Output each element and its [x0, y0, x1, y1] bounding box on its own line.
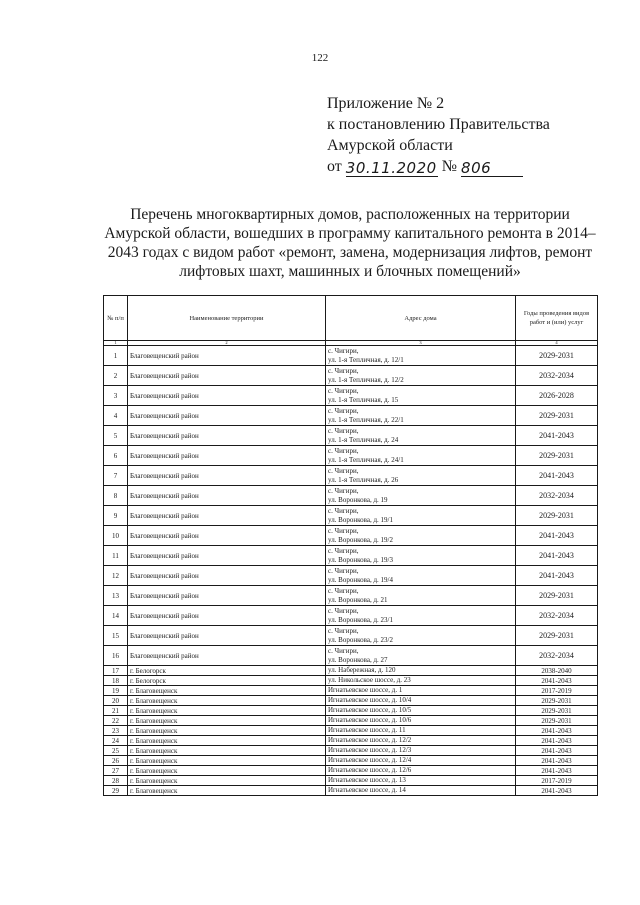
address-line-2: ул. 1-я Тепличная, д. 15	[328, 395, 399, 404]
row-territory: Благовещенский район	[128, 426, 326, 446]
table-row	[104, 716, 598, 726]
address-line-1: Игнатьевское шоссе, д. 12/4	[328, 756, 412, 764]
row-address	[326, 646, 516, 666]
row-period: 2041-2043	[516, 746, 598, 756]
row-territory: Благовещенский район	[128, 346, 326, 366]
appendix-region: Амурской области	[327, 137, 453, 154]
row-period: 2017-2019	[516, 686, 598, 696]
address-line-2: ул. 1-я Тепличная, д. 22/1	[328, 415, 404, 424]
number-prefix: №	[441, 158, 458, 175]
row-number: 1	[104, 346, 128, 366]
row-period: 2029-2031	[516, 586, 598, 606]
row-number: 6	[104, 446, 128, 466]
row-number: 26	[104, 756, 128, 766]
address-line-2: ул. 1-я Тепличная, д. 12/2	[328, 375, 404, 384]
row-number: 25	[104, 746, 128, 756]
address-line-2: ул. Воронкова, д. 19/2	[328, 535, 393, 544]
row-period: 2029-2031	[516, 696, 598, 706]
row-period: 2029-2031	[516, 406, 598, 426]
row-address	[326, 606, 516, 626]
address-line-1: с. Чигири,	[328, 606, 359, 615]
row-period: 2029-2031	[516, 346, 598, 366]
row-number: 13	[104, 586, 128, 606]
row-address	[326, 546, 516, 566]
address-line-2: ул. Воронкова, д. 27	[328, 655, 388, 664]
row-address	[326, 406, 516, 426]
table-row	[104, 696, 598, 706]
date-field	[346, 158, 438, 177]
row-period: 2041-2043	[516, 466, 598, 486]
row-territory: Благовещенский район	[128, 646, 326, 666]
row-period: 2029-2031	[516, 716, 598, 726]
table-row	[104, 686, 598, 696]
table-row	[104, 486, 598, 506]
address-line-2: ул. Воронкова, д. 19/3	[328, 555, 393, 564]
row-number: 12	[104, 566, 128, 586]
header-territory: Наименование территории	[128, 296, 326, 341]
row-address	[326, 586, 516, 606]
row-address	[326, 756, 516, 766]
table-row	[104, 426, 598, 446]
row-period: 2041-2043	[516, 526, 598, 546]
row-period: 2041-2043	[516, 766, 598, 776]
row-territory: г. Благовещенск	[128, 726, 326, 736]
address-line-1: Игнатьевское шоссе, д. 11	[328, 726, 406, 734]
address-line-1: с. Чигири,	[328, 466, 359, 475]
column-index: 1	[104, 341, 128, 346]
table-header-row	[104, 296, 598, 341]
column-index: 3	[326, 341, 516, 346]
row-address	[326, 706, 516, 716]
row-number: 29	[104, 786, 128, 796]
appendix-decree: к постановлению Правительства	[327, 116, 550, 133]
row-period: 2041-2043	[516, 726, 598, 736]
table-row	[104, 386, 598, 406]
row-address	[326, 446, 516, 466]
row-territory: Благовещенский район	[128, 446, 326, 466]
header-address: Адрес дома	[326, 296, 516, 341]
row-territory: Благовещенский район	[128, 566, 326, 586]
row-period: 2026-2028	[516, 386, 598, 406]
row-number: 7	[104, 466, 128, 486]
address-line-1: с. Чигири,	[328, 386, 359, 395]
row-number: 17	[104, 666, 128, 676]
row-period: 2029-2031	[516, 626, 598, 646]
appendix-date-line	[327, 156, 550, 177]
table-row	[104, 736, 598, 746]
address-line-1: с. Чигири,	[328, 406, 359, 415]
address-line-1: Игнатьевское шоссе, д. 12/2	[328, 736, 412, 744]
row-period: 2032-2034	[516, 486, 598, 506]
row-period: 2029-2031	[516, 506, 598, 526]
row-territory: Благовещенский район	[128, 466, 326, 486]
row-address	[326, 366, 516, 386]
row-address	[326, 526, 516, 546]
row-period: 2041-2043	[516, 676, 598, 686]
address-line-2: ул. Воронкова, д. 21	[328, 595, 388, 604]
row-territory: Благовещенский район	[128, 366, 326, 386]
table-row	[104, 406, 598, 426]
address-line-2: ул. 1-я Тепличная, д. 26	[328, 475, 399, 484]
row-number: 8	[104, 486, 128, 506]
row-address	[326, 626, 516, 646]
date-prefix: от	[327, 158, 342, 175]
row-territory: г. Благовещенск	[128, 736, 326, 746]
row-territory: Благовещенский район	[128, 586, 326, 606]
row-period: 2041-2043	[516, 546, 598, 566]
row-period: 2032-2034	[516, 366, 598, 386]
column-index: 2	[128, 341, 326, 346]
row-address	[326, 776, 516, 786]
address-line-2: ул. Воронкова, д. 19	[328, 495, 388, 504]
row-number: 9	[104, 506, 128, 526]
address-line-1: с. Чигири,	[328, 646, 359, 655]
row-territory: Благовещенский район	[128, 406, 326, 426]
table-row	[104, 766, 598, 776]
row-address	[326, 716, 516, 726]
row-number: 28	[104, 776, 128, 786]
row-address	[326, 506, 516, 526]
row-period: 2032-2034	[516, 646, 598, 666]
table-row	[104, 666, 598, 676]
row-territory: Благовещенский район	[128, 506, 326, 526]
row-period: 2017-2019	[516, 776, 598, 786]
address-line-1: с. Чигири,	[328, 546, 359, 555]
table-row	[104, 566, 598, 586]
address-line-1: с. Чигири,	[328, 526, 359, 535]
row-address	[326, 786, 516, 796]
row-address	[326, 766, 516, 776]
address-line-1: ул. Никольское шоссе, д. 23	[328, 676, 411, 684]
row-address	[326, 466, 516, 486]
row-number: 2	[104, 366, 128, 386]
row-number: 11	[104, 546, 128, 566]
row-address	[326, 386, 516, 406]
column-index: 4	[516, 341, 598, 346]
row-period: 2032-2034	[516, 606, 598, 626]
row-number: 22	[104, 716, 128, 726]
row-period: 2041-2043	[516, 426, 598, 446]
address-line-1: Игнатьевское шоссе, д. 1	[328, 686, 403, 694]
address-line-2: ул. 1-я Тепличная, д. 12/1	[328, 355, 404, 364]
row-territory: Благовещенский район	[128, 386, 326, 406]
row-territory: г. Благовещенск	[128, 686, 326, 696]
row-territory: Благовещенский район	[128, 546, 326, 566]
row-number: 19	[104, 686, 128, 696]
row-address	[326, 696, 516, 706]
row-territory: г. Белогорск	[128, 676, 326, 686]
row-territory: г. Благовещенск	[128, 786, 326, 796]
row-territory: Благовещенский район	[128, 626, 326, 646]
row-number: 23	[104, 726, 128, 736]
row-address	[326, 346, 516, 366]
date-value: 30.11.2020	[345, 159, 437, 177]
row-number: 3	[104, 386, 128, 406]
row-number: 27	[104, 766, 128, 776]
address-line-1: с. Чигири,	[328, 486, 359, 495]
houses-table	[103, 295, 598, 796]
table-row	[104, 506, 598, 526]
row-number: 4	[104, 406, 128, 426]
table-row	[104, 586, 598, 606]
row-territory: г. Благовещенск	[128, 746, 326, 756]
table-row	[104, 756, 598, 766]
address-line-1: Игнатьевское шоссе, д. 10/5	[328, 706, 412, 714]
row-period: 2029-2031	[516, 706, 598, 716]
table-row	[104, 786, 598, 796]
table-row	[104, 546, 598, 566]
table-row	[104, 466, 598, 486]
address-line-1: Игнатьевское шоссе, д. 12/6	[328, 766, 412, 774]
row-address	[326, 676, 516, 686]
table-row	[104, 526, 598, 546]
row-period: 2041-2043	[516, 756, 598, 766]
row-address	[326, 746, 516, 756]
table-row	[104, 776, 598, 786]
address-line-1: с. Чигири,	[328, 366, 359, 375]
row-territory: г. Благовещенск	[128, 706, 326, 716]
row-territory: г. Благовещенск	[128, 756, 326, 766]
address-line-1: Игнатьевское шоссе, д. 10/4	[328, 696, 412, 704]
table-row	[104, 646, 598, 666]
table-row	[104, 746, 598, 756]
address-line-1: с. Чигири,	[328, 446, 359, 455]
row-territory: г. Благовещенск	[128, 766, 326, 776]
row-number: 5	[104, 426, 128, 446]
row-number: 10	[104, 526, 128, 546]
address-line-1: с. Чигири,	[328, 586, 359, 595]
row-address	[326, 736, 516, 746]
table-row	[104, 446, 598, 466]
row-territory: Благовещенский район	[128, 486, 326, 506]
row-number: 15	[104, 626, 128, 646]
page-number: 122	[311, 52, 329, 64]
appendix-title: Приложение № 2	[327, 95, 445, 112]
table-row	[104, 706, 598, 716]
row-period: 2038-2040	[516, 666, 598, 676]
row-period: 2041-2043	[516, 786, 598, 796]
address-line-2: ул. Воронкова, д. 23/2	[328, 635, 393, 644]
address-line-1: ул. Набережная, д. 120	[328, 666, 396, 674]
row-period: 2041-2043	[516, 736, 598, 746]
address-line-2: ул. Воронкова, д. 23/1	[328, 615, 393, 624]
row-number: 18	[104, 676, 128, 686]
row-territory: Благовещенский район	[128, 606, 326, 626]
row-period: 2029-2031	[516, 446, 598, 466]
address-line-2: ул. Воронкова, д. 19/4	[328, 575, 393, 584]
row-territory: г. Благовещенск	[128, 696, 326, 706]
table-row	[104, 346, 598, 366]
header-number: № п/п	[104, 296, 128, 341]
row-address	[326, 566, 516, 586]
row-address	[326, 486, 516, 506]
address-line-1: с. Чигири,	[328, 566, 359, 575]
table-row	[104, 366, 598, 386]
table-row	[104, 676, 598, 686]
address-line-1: с. Чигири,	[328, 426, 359, 435]
number-value: 806	[461, 159, 492, 177]
address-line-1: с. Чигири,	[328, 346, 359, 355]
address-line-2: ул. Воронкова, д. 19/1	[328, 515, 393, 524]
row-address	[326, 726, 516, 736]
table-row	[104, 726, 598, 736]
document-title: Перечень многоквартирных домов, расположенных на территории Амурской области, вошедших в программу капитального ремонта в 2014–2043 годах с видом работ «ремонт, замена, модернизация лифтов, ремонт лифтовых шахт, машинных и блочных помещений»	[104, 206, 596, 280]
address-line-1: с. Чигири,	[328, 506, 359, 515]
table-row	[104, 606, 598, 626]
row-address	[326, 426, 516, 446]
row-number: 16	[104, 646, 128, 666]
row-period: 2041-2043	[516, 566, 598, 586]
address-line-2: ул. 1-я Тепличная, д. 24/1	[328, 455, 404, 464]
row-territory: Благовещенский район	[128, 526, 326, 546]
address-line-1: Игнатьевское шоссе, д. 10/6	[328, 716, 412, 724]
row-number: 21	[104, 706, 128, 716]
row-number: 24	[104, 736, 128, 746]
address-line-2: ул. 1-я Тепличная, д. 24	[328, 435, 399, 444]
address-line-1: Игнатьевское шоссе, д. 12/3	[328, 746, 412, 754]
table-row	[104, 626, 598, 646]
row-territory: г. Благовещенск	[128, 776, 326, 786]
row-number: 14	[104, 606, 128, 626]
address-line-1: с. Чигири,	[328, 626, 359, 635]
address-line-1: Игнатьевское шоссе, д. 14	[328, 786, 406, 794]
number-field	[461, 158, 523, 177]
row-number: 20	[104, 696, 128, 706]
appendix-block	[327, 93, 550, 177]
row-address	[326, 686, 516, 696]
row-territory: г. Благовещенск	[128, 716, 326, 726]
row-address	[326, 666, 516, 676]
header-period: Годы проведения видов работ и (или) услуг	[516, 296, 598, 341]
row-territory: г. Белогорск	[128, 666, 326, 676]
address-line-1: Игнатьевское шоссе, д. 13	[328, 776, 406, 784]
